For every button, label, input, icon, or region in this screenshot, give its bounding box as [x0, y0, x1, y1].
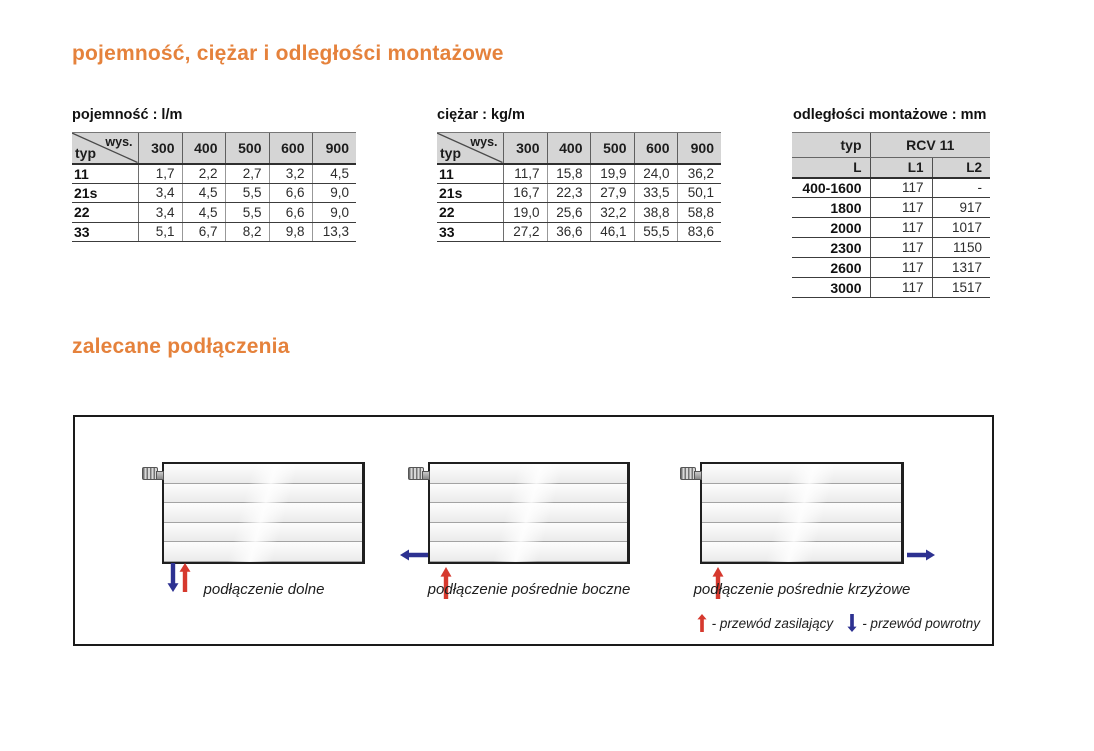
- legend-item-supply: [697, 614, 834, 632]
- table-subheader-row: [792, 158, 990, 178]
- value-cell: 27,2: [503, 222, 547, 242]
- length-cell: 2000: [792, 218, 870, 238]
- radiator-slat: [702, 542, 901, 562]
- value-cell: 8,2: [225, 222, 269, 242]
- value-cell: 3,2: [269, 164, 312, 184]
- radiator-slat: [164, 523, 362, 543]
- col-header-group: RCV 11: [870, 133, 990, 158]
- radiator-bottom-connection: [162, 462, 365, 564]
- value-cell: 50,1: [677, 183, 721, 203]
- diagram-label: podłączenie dolne: [203, 581, 325, 598]
- col-header: 400: [547, 133, 590, 164]
- value-cell: 1017: [932, 218, 990, 238]
- value-cell: 13,3: [312, 222, 356, 242]
- radiator-side-connection: [428, 462, 630, 564]
- radiator-slat: [430, 503, 627, 523]
- corner-header-cell: [437, 133, 503, 164]
- table-row: [792, 198, 990, 218]
- table-row: [437, 203, 721, 223]
- value-cell: 5,1: [138, 222, 182, 242]
- table-row: [72, 203, 356, 223]
- table-row: [437, 164, 721, 184]
- length-cell: 400-1600: [792, 178, 870, 198]
- type-cell: 11: [72, 164, 138, 184]
- diagram-label: podłączenie pośrednie boczne: [427, 581, 631, 598]
- corner-typ-label: typ: [440, 144, 461, 161]
- value-cell: 36,2: [677, 164, 721, 184]
- radiator-slat: [702, 464, 901, 484]
- col-header: 300: [138, 133, 182, 164]
- table-row: [792, 238, 990, 258]
- table-row: [792, 278, 990, 298]
- value-cell: 11,7: [503, 164, 547, 184]
- table-row: [437, 183, 721, 203]
- value-cell: 117: [870, 258, 932, 278]
- valve-icon: [680, 467, 696, 480]
- value-cell: 4,5: [182, 183, 225, 203]
- mounting-table: [792, 132, 990, 298]
- value-cell: 24,0: [634, 164, 677, 184]
- legend: [697, 614, 980, 632]
- return-arrow-down-icon: [847, 614, 857, 632]
- value-cell: 32,2: [590, 203, 634, 223]
- radiator-slat: [164, 464, 362, 484]
- value-cell: 5,5: [225, 203, 269, 223]
- legend-return-label: - przewód powrotny: [862, 615, 980, 631]
- col-header: L: [792, 158, 870, 178]
- type-cell: 21s: [72, 183, 138, 203]
- radiator-cross-connection: [700, 462, 904, 564]
- type-cell: 33: [437, 222, 503, 242]
- value-cell: 117: [870, 178, 932, 198]
- value-cell: 6,6: [269, 203, 312, 223]
- table-row: [792, 178, 990, 198]
- type-cell: 22: [72, 203, 138, 223]
- value-cell: 3,4: [138, 203, 182, 223]
- radiator-slat: [164, 542, 362, 562]
- page-title: pojemność, ciężar i odległości montażowe: [72, 42, 504, 65]
- table-row: [792, 218, 990, 238]
- capacity-table-label: pojemność : l/m: [72, 107, 183, 123]
- radiator-slat: [164, 484, 362, 504]
- corner-wys-label: wys.: [105, 135, 133, 149]
- return-arrow-right-icon: [907, 549, 935, 561]
- table-row: [72, 164, 356, 184]
- type-cell: 33: [72, 222, 138, 242]
- table-row: [72, 222, 356, 242]
- col-header: 500: [225, 133, 269, 164]
- corner-typ-label: typ: [75, 144, 96, 161]
- table-row: [72, 183, 356, 203]
- table-header-row: [437, 133, 721, 164]
- col-header: 400: [182, 133, 225, 164]
- value-cell: 5,5: [225, 183, 269, 203]
- value-cell: 55,5: [634, 222, 677, 242]
- value-cell: 6,7: [182, 222, 225, 242]
- length-cell: 2300: [792, 238, 870, 258]
- length-cell: 2600: [792, 258, 870, 278]
- weight-table-label: ciężar : kg/m: [437, 107, 525, 123]
- radiator-slat: [430, 464, 627, 484]
- return-arrow-left-icon: [400, 549, 428, 561]
- value-cell: 38,8: [634, 203, 677, 223]
- col-header: 600: [269, 133, 312, 164]
- value-cell: 4,5: [312, 164, 356, 184]
- value-cell: 58,8: [677, 203, 721, 223]
- value-cell: 1317: [932, 258, 990, 278]
- legend-item-return: [847, 614, 980, 632]
- value-cell: 1517: [932, 278, 990, 298]
- table-header-row: [72, 133, 356, 164]
- value-cell: 2,7: [225, 164, 269, 184]
- radiator-slat: [702, 484, 901, 504]
- radiator-slat: [164, 503, 362, 523]
- value-cell: 15,8: [547, 164, 590, 184]
- table-header-row: [792, 133, 990, 158]
- table-row: [437, 222, 721, 242]
- value-cell: 27,9: [590, 183, 634, 203]
- valve-icon: [408, 467, 424, 480]
- value-cell: 1,7: [138, 164, 182, 184]
- value-cell: 9,0: [312, 183, 356, 203]
- value-cell: 25,6: [547, 203, 590, 223]
- value-cell: 3,4: [138, 183, 182, 203]
- col-header: L2: [932, 158, 990, 178]
- value-cell: 16,7: [503, 183, 547, 203]
- capacity-table: [72, 132, 356, 242]
- connections-diagram-box: [73, 415, 994, 646]
- value-cell: 19,0: [503, 203, 547, 223]
- value-cell: 19,9: [590, 164, 634, 184]
- col-header: L1: [870, 158, 932, 178]
- type-cell: 21s: [437, 183, 503, 203]
- corner-wys-label: wys.: [470, 135, 498, 149]
- connections-heading: zalecane podłączenia: [72, 335, 290, 358]
- col-header: 900: [312, 133, 356, 164]
- value-cell: 9,8: [269, 222, 312, 242]
- col-header: 900: [677, 133, 721, 164]
- col-header-typ: typ: [792, 133, 870, 158]
- length-cell: 3000: [792, 278, 870, 298]
- radiator-slat: [430, 542, 627, 562]
- value-cell: 36,6: [547, 222, 590, 242]
- type-cell: 22: [437, 203, 503, 223]
- diagram-label: podłączenie pośrednie krzyżowe: [693, 581, 911, 598]
- type-cell: 11: [437, 164, 503, 184]
- value-cell: 117: [870, 278, 932, 298]
- value-cell: 117: [870, 238, 932, 258]
- mounting-table-label: odległości montażowe : mm: [793, 107, 987, 123]
- table-row: [792, 258, 990, 278]
- value-cell: 6,6: [269, 183, 312, 203]
- radiator-slat: [430, 523, 627, 543]
- value-cell: 83,6: [677, 222, 721, 242]
- value-cell: 4,5: [182, 203, 225, 223]
- length-cell: 1800: [792, 198, 870, 218]
- value-cell: 22,3: [547, 183, 590, 203]
- weight-table: [437, 132, 721, 242]
- value-cell: 46,1: [590, 222, 634, 242]
- supply-arrow-up-icon: [697, 614, 707, 632]
- value-cell: 1150: [932, 238, 990, 258]
- value-cell: 117: [870, 218, 932, 238]
- radiator-slat: [430, 484, 627, 504]
- legend-supply-label: - przewód zasilający: [711, 615, 834, 631]
- corner-header-cell: [72, 133, 138, 164]
- col-header: 300: [503, 133, 547, 164]
- col-header: 600: [634, 133, 677, 164]
- value-cell: 33,5: [634, 183, 677, 203]
- valve-icon: [142, 467, 158, 480]
- radiator-slat: [702, 503, 901, 523]
- value-cell: -: [932, 178, 990, 198]
- col-header: 500: [590, 133, 634, 164]
- value-cell: 917: [932, 198, 990, 218]
- value-cell: 2,2: [182, 164, 225, 184]
- radiator-slat: [702, 523, 901, 543]
- value-cell: 9,0: [312, 203, 356, 223]
- value-cell: 117: [870, 198, 932, 218]
